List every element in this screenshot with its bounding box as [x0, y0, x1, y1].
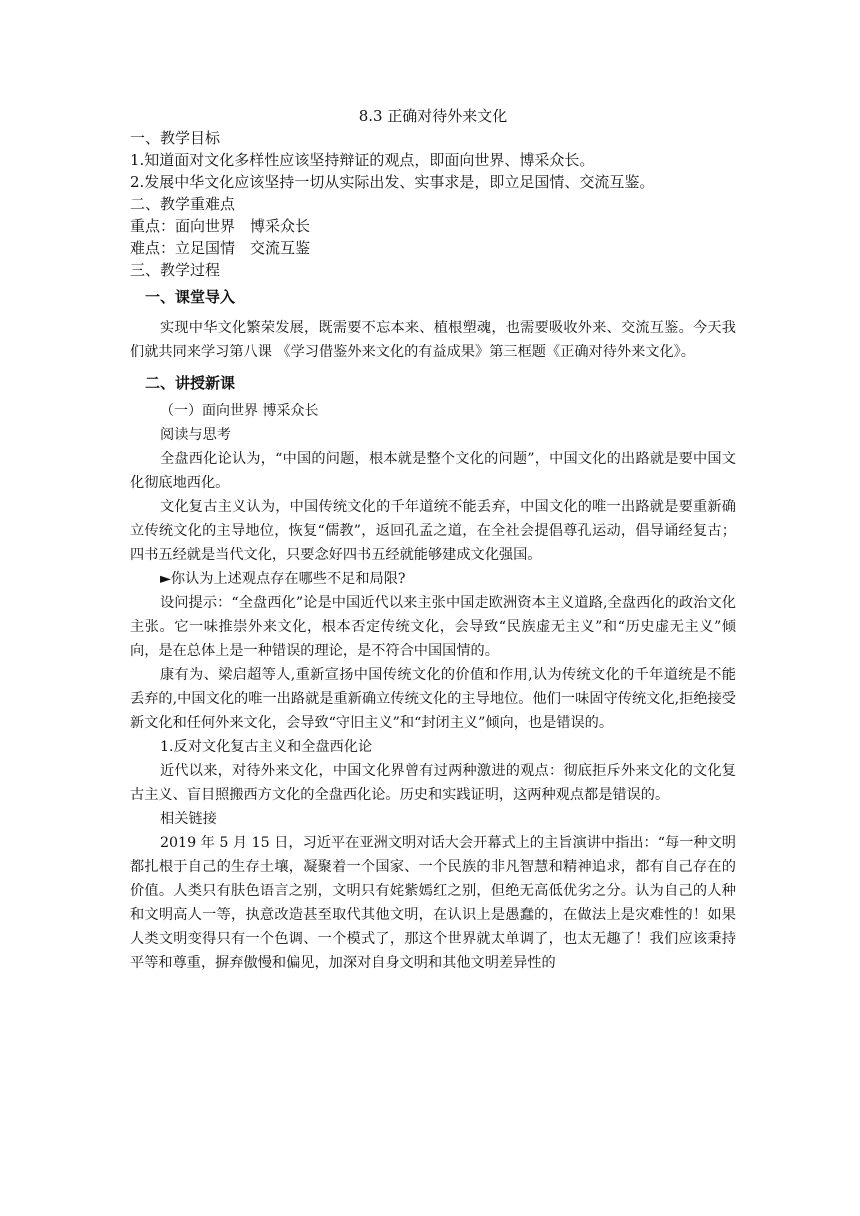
- related-link: 相关链接: [160, 811, 217, 827]
- goal-2: 2.发展中华文化应该坚持一切从实际出发、实事求是，即立足国情、交流互鉴。: [130, 173, 655, 191]
- section-process: 三、教学过程: [130, 261, 221, 279]
- paragraph-modern-views: 近代以来，对待外来文化，中国文化界曾有过两种激进的观点：彻底拒斥外来文化的文化复古主义、盲目照搬西方文化的全盘西化论。历史和实践证明，这两种观点都是错误的。: [130, 763, 736, 803]
- heading-class-intro: 一、课堂导入: [145, 288, 236, 306]
- paragraph-hint: 设问提示：“全盘西化”论是中国近代以来主张中国走欧洲资本主义道路,全盘西化的政治文化主张。它一味推崇外来文化，根本否定传统文化，会导致“民族虚无主义”和“历史虚无主义”倾向，是在总体上是一种错误的理论，是不符合中国国情的。: [130, 595, 736, 659]
- heading-new-lesson: 二、讲授新课: [145, 374, 236, 392]
- question-line: ►你认为上述观点存在哪些不足和局限?: [160, 571, 406, 587]
- point-1: 1.反对文化复古主义和全盘西化论: [160, 739, 373, 755]
- intro-paragraph: 实现中华文化繁荣发展，既需要不忘本来、植根塑魂，也需要吸收外来、交流互鉴。今天我们就共同来学习第八课 《学习借鉴外来文化的有益成果》第三框题《正确对待外来文化》。: [130, 320, 736, 360]
- document-title: 8.3 正确对待外来文化: [358, 107, 508, 125]
- section-teaching-goals: 一、教学目标: [130, 129, 221, 147]
- document-page: [130, 105, 736, 975]
- key-point: 重点：面向世界 博采众长: [130, 217, 311, 235]
- paragraph-restorationism: 文化复古主义认为，中国传统文化的千年道统不能丢弃，中国文化的唯一出路就是要重新确立传统文化的主导地位，恢复“儒教”，返回孔孟之道，在全社会提倡尊孔运动，倡导诵经复古；四书五经就是当代文化，只要念好四书五经就能够建成文化强国。: [130, 499, 736, 563]
- difficult-point: 难点：立足国情 交流互鉴: [130, 239, 311, 257]
- paragraph-westernization: 全盘西化论认为，“中国的问题，根本就是整个文化的问题”，中国文化的出路就是要中国文化彻底地西化。: [130, 451, 736, 491]
- read-and-think: 阅读与思考: [160, 427, 231, 443]
- section-key-points: 二、教学重难点: [130, 195, 236, 213]
- goal-1: 1.知道面对文化多样性应该坚持辩证的观点，即面向世界、博采众长。: [130, 151, 595, 169]
- paragraph-kang-liang: 康有为、梁启超等人,重新宣扬中国传统文化的价值和作用,认为传统文化的千年道统是不能丢弃的,中国文化的唯一出路就是重新确立传统文化的主导地位。他们一味固守传统文化,拒绝接受新文化和任何外来文化，会导致“守旧主义”和“封闭主义”倾向，也是错误的。: [130, 667, 736, 731]
- subheading-face-world: （一）面向世界 博采众长: [160, 403, 319, 419]
- paragraph-xi-speech: 2019 年 5 月 15 日，习近平在亚洲文明对话大会开幕式上的主旨演讲中指出：“每一种文明都扎根于自己的生存土壤，凝聚着一个国家、一个民族的非凡智慧和精神追求，都有自己存在的价值。人类只有肤色语言之别，文明只有姹紫嫣红之别，但绝无高低优劣之分。认为自己的人种和文明高人一等，执意改造甚至取代其他文明，在认识上是愚蠢的，在做法上是灾难性的！如果人类文明变得只有一个色调、一个模式了，那这个世界就太单调了，也太无趣了！我们应该秉持平等和尊重，摒弃傲慢和偏见，加深对自身文明和其他文明差异性的: [130, 835, 736, 971]
